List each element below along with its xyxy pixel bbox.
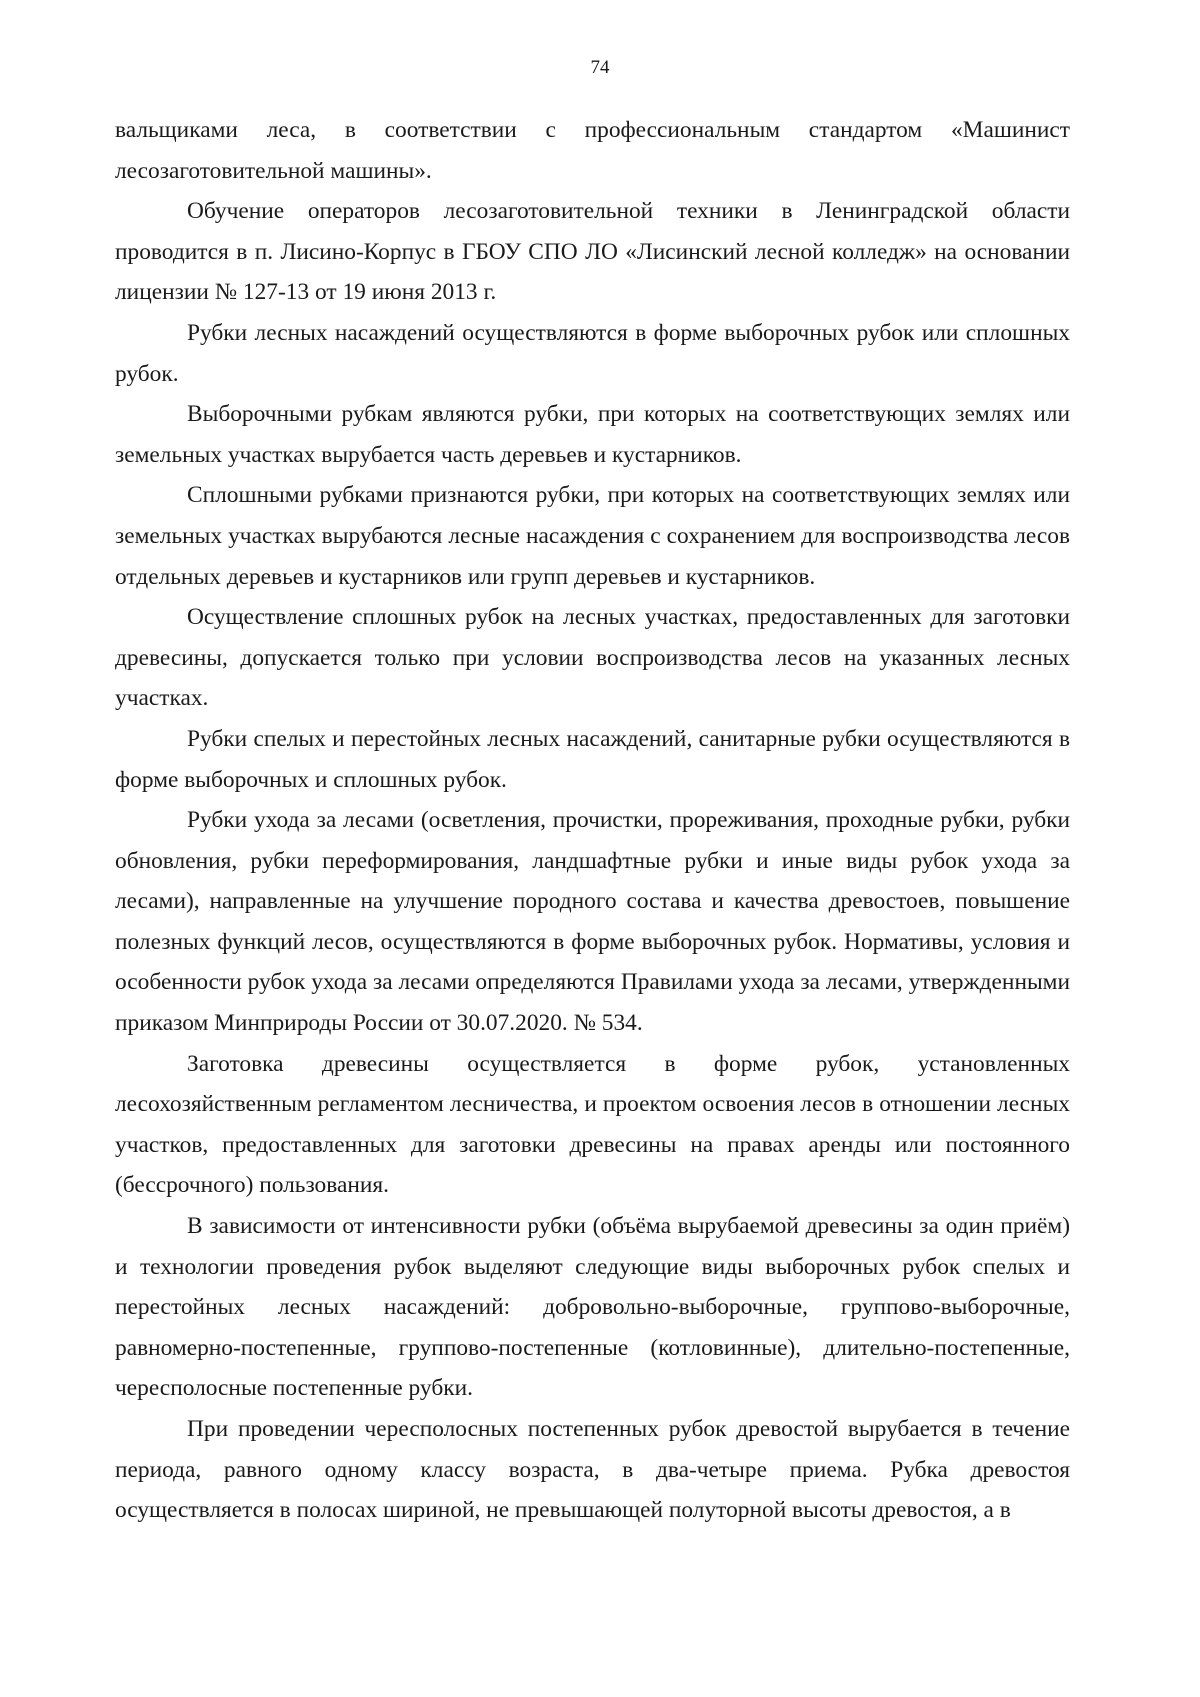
paragraph-continuation: вальщиками леса, в соответствии с профессиональным стандартом «Машинист лесозаготовительной машины». bbox=[115, 117, 1070, 184]
paragraph-operator-training: Обучение операторов лесозаготовительной техники в Ленинградской области проводится в п. Лисино-Корпус в ГБОУ СПО ЛО «Лисинский лесной колледж» на основании лицензии № 127-13 от 19 июня 2013 г. bbox=[115, 198, 1070, 306]
paragraph-clear-felling-conditions: Осуществление сплошных рубок на лесных участках, предоставленных для заготовки древесины, допускается только при условии воспроизводства лесов на указанных лесных участках. bbox=[115, 604, 1070, 712]
paragraph-strip-felling: При проведении чересполосных постепенных рубок древостой вырубается в течение периода, равного одному классу возраста, в два-четыре приема. Рубка древостоя осуществляется в полосах шириной, не превышающей полуторной высоты древостоя, а в bbox=[115, 1416, 1070, 1524]
page-number: 74 bbox=[590, 57, 610, 78]
paragraph-mature-sanitary-felling: Рубки спелых и перестойных лесных насаждений, санитарные рубки осуществляются в форме выборочных и сплошных рубок. bbox=[115, 725, 1070, 793]
paragraph-clear-felling: Сплошными рубками признаются рубки, при которых на соответствующих землях или земельных участках вырубаются лесные насаждения с сохранением для воспроизводства лесов отдельных деревьев и кустарников или групп деревьев и кустарников. bbox=[115, 482, 1070, 590]
paragraph-tending-felling: Рубки ухода за лесами (осветления, прочистки, прореживания, проходные рубки, рубки обновления, рубки переформирования, ландшафтные рубки и иные виды рубок ухода за лесами), направленные на улучшение породного состава и качества древостоев, повышение полезных функций лесов, осуществляются в форме выборочных рубок. Нормативы, условия и особенности рубок ухода за лесами определяются Правилами ухода за лесами, утвержденными приказом Минприроды России от 30.07.2020. № 534. bbox=[115, 807, 1070, 1037]
paragraph-timber-harvesting: Заготовка древесины осуществляется в форме рубок, установленных лесохозяйственным регламентом лесничества, и проектом освоения лесов в отношении лесных участков, предоставленных для заготовки древесины на правах аренды или постоянного (бессрочного) пользования. bbox=[115, 1050, 1070, 1199]
paragraph-selective-felling: Выборочными рубкам являются рубки, при которых на соответствующих землях или земельных участках вырубается часть деревьев и кустарников. bbox=[115, 401, 1070, 468]
paragraph-felling-types: В зависимости от интенсивности рубки (объёма вырубаемой древесины за один приём) и технологии проведения рубок выделяют следующие виды выборочных рубок спелых и перестойных лесных насаждений: добровольно-выборочные, группово-выборочные, равномерно-постепенные, группово-постепенные (котловинные), длительно-постепенные, чересполосные постепенные рубки. bbox=[115, 1213, 1070, 1402]
body-text bbox=[115, 110, 1070, 1531]
paragraph-felling-forms: Рубки лесных насаждений осуществляются в форме выборочных рубок или сплошных рубок. bbox=[115, 319, 1070, 387]
